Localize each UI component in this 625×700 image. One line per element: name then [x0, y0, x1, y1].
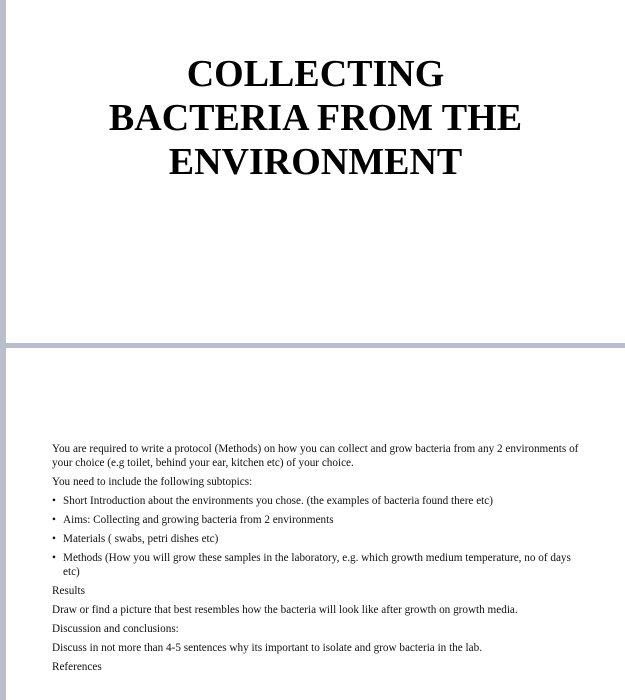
list-item: [52, 532, 585, 546]
results-text: Draw or find a picture that best resembles how the bacteria will look like after growth on growth media.: [52, 604, 518, 616]
intro-paragraph: You are required to write a protocol (Methods) on how you can collect and grow bacteria from any 2 environments of your choice (e.g toilet, behind your ear, kitchen etc) of your choice.: [52, 443, 579, 469]
discussion-text: Discuss in not more than 4-5 sentences why its important to isolate and grow bacteria in the lab.: [52, 642, 482, 654]
bullet-text: Methods (How you will grow these samples in the laboratory, e.g. which growth medium temperature, no of days etc): [63, 552, 571, 578]
page-title: [6, 52, 625, 184]
bullet-icon: •: [52, 514, 56, 526]
subtopics-list: [52, 494, 585, 579]
slide-instructions: [6, 348, 625, 700]
bullet-icon: •: [52, 552, 56, 564]
instructions-body: [52, 442, 585, 679]
bullet-text: Materials ( swabs, petri dishes etc): [63, 533, 219, 545]
bullet-icon: •: [52, 533, 56, 545]
discussion-label: Discussion and conclusions:: [52, 623, 179, 635]
results-label: Results: [52, 585, 85, 597]
title-line-3: ENVIRONMENT: [168, 141, 463, 183]
bullet-text: Aims: Collecting and growing bacteria from 2 environments: [63, 514, 334, 526]
bullet-text: Short Introduction about the environments you chose. (the examples of bacteria found there etc): [63, 495, 493, 507]
title-line-1: COLLECTING: [186, 53, 445, 95]
list-item: [52, 551, 585, 579]
slide-title: [6, 0, 625, 343]
bullet-icon: •: [52, 495, 56, 507]
list-item: [52, 494, 585, 508]
title-line-2: BACTERIA FROM THE: [108, 97, 523, 139]
references-label: References: [52, 661, 102, 673]
subtopics-heading: You need to include the following subtopics:: [52, 476, 253, 488]
list-item: [52, 513, 585, 527]
